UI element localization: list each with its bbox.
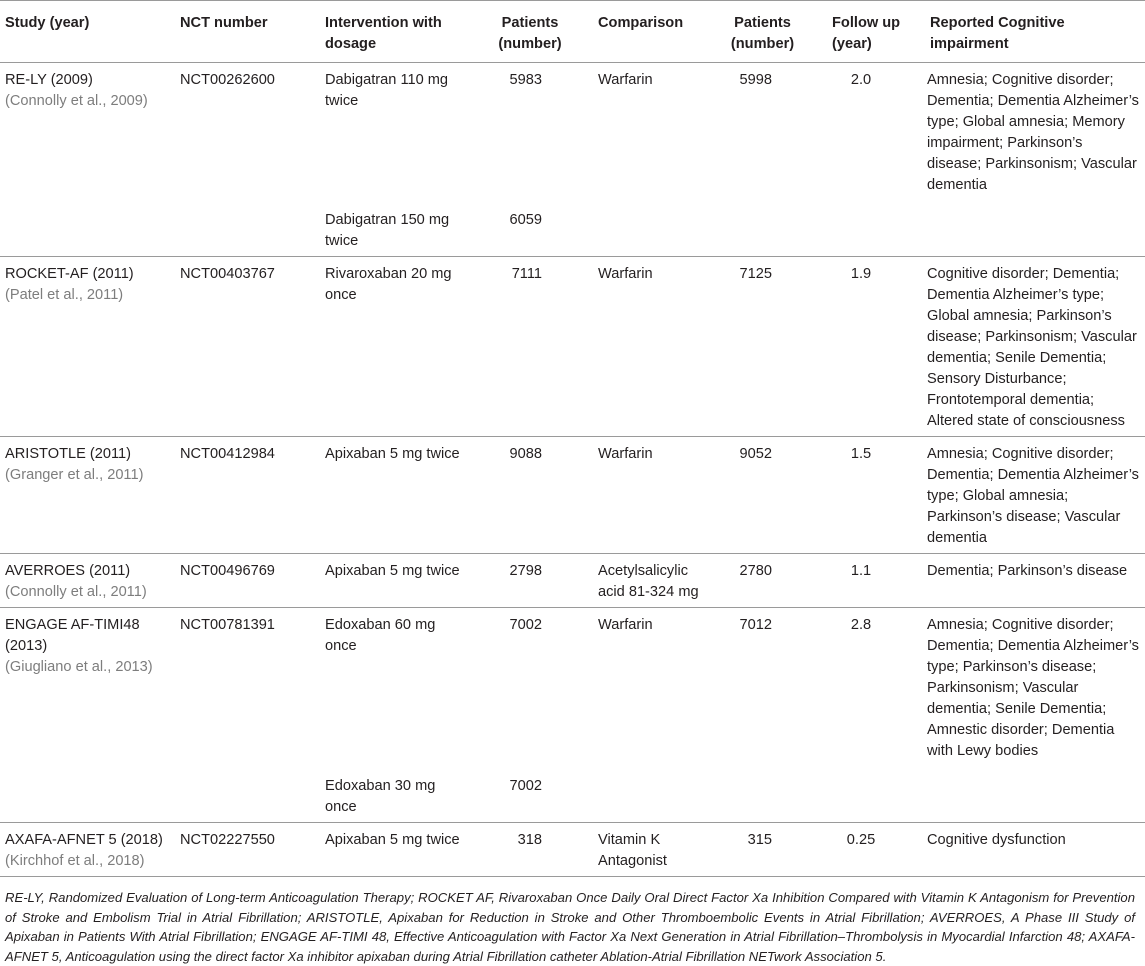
nct-number: NCT02227550 (175, 823, 320, 877)
study-name: ARISTOTLE (2011) (5, 446, 131, 462)
follow-up: 0.25 (820, 823, 925, 877)
intervention: Edoxaban 30 mg once (320, 766, 470, 823)
study-name: ENGAGE AF-TIMI48 (2013) (5, 617, 140, 654)
cognitive-impairment: Dementia; Parkinson’s disease (925, 554, 1145, 608)
patients-comparison: 5998 (739, 72, 772, 88)
patients-comparison: 7012 (739, 617, 772, 633)
study-name: AXAFA-AFNET 5 (2018) (5, 832, 163, 848)
intervention: Apixaban 5 mg twice (320, 554, 470, 608)
study-citation: (Patel et al., 2011) (5, 287, 124, 303)
intervention: Edoxaban 60 mg once (325, 617, 436, 654)
study-citation: (Connolly et al., 2009) (5, 93, 148, 109)
follow-up: 1.1 (820, 554, 925, 608)
table-row (0, 608, 1145, 767)
patients-comparison: 2780 (705, 554, 820, 608)
cognitive-impairment: Amnesia; Cognitive disorder; Dementia; Dementia Alzheimer’s type; Global amnesia; Parkinson’s disease; Vascular dementia (925, 437, 1145, 554)
nct-number: NCT00496769 (175, 554, 320, 608)
table-row (0, 63, 1145, 201)
study-citation: (Connolly et al., 2011) (5, 584, 147, 600)
cognitive-impairment: Amnesia; Cognitive disorder; Dementia; Dementia Alzheimer’s type; Parkinson’s disease; Parkinsonism; Vascular dementia; Senile Dementia; Amnestic disorder; Dementia with Lewy bodies (927, 617, 1139, 759)
intervention: Apixaban 5 mg twice (320, 823, 470, 877)
study-cell (0, 823, 175, 877)
table-row (0, 257, 1145, 437)
patients-intervention: 7002 (470, 766, 590, 823)
study-cell (0, 608, 175, 767)
follow-up: 2.8 (850, 617, 872, 633)
patients-intervention: 2798 (470, 554, 590, 608)
header-patients-comparison: Patients (number) (705, 1, 820, 63)
header-nct: NCT number (175, 1, 320, 63)
table-subrow (0, 200, 1145, 257)
study-citation: (Kirchhof et al., 2018) (5, 853, 145, 869)
patients-intervention: 7002 (509, 617, 542, 633)
comparison: Acetylsalicylic acid 81-324 mg (590, 554, 705, 608)
study-cell (0, 63, 175, 201)
nct-number: NCT00412984 (175, 437, 320, 554)
comparison: Warfarin (590, 437, 705, 554)
study-citation: (Granger et al., 2011) (5, 467, 144, 483)
patients-comparison: 315 (705, 823, 820, 877)
header-patients-intervention: Patients (number) (470, 1, 590, 63)
patients-intervention: 5983 (509, 72, 542, 88)
patients-comparison: 9052 (705, 437, 820, 554)
nct-number: NCT00781391 (180, 617, 275, 633)
study-name: AVERROES (2011) (5, 563, 131, 579)
study-cell (0, 437, 175, 554)
patients-comparison: 7125 (705, 257, 820, 437)
study-cell (0, 554, 175, 608)
header-comparison: Comparison (590, 1, 705, 63)
table-row (0, 437, 1145, 554)
comparison: Warfarin (598, 617, 653, 633)
intervention: Apixaban 5 mg twice (320, 437, 470, 554)
follow-up: 2.0 (850, 72, 872, 88)
patients-intervention: 318 (470, 823, 590, 877)
study-name: ROCKET-AF (2011) (5, 266, 134, 282)
study-name: RE-LY (2009) (5, 72, 93, 88)
intervention: Rivaroxaban 20 mg once (320, 257, 470, 437)
nct-number: NCT00403767 (175, 257, 320, 437)
header-intervention: Intervention with dosage (320, 1, 470, 63)
header-study: Study (year) (0, 1, 175, 63)
intervention: Dabigatran 110 mg twice (325, 72, 449, 109)
table-header-row (0, 1, 1145, 63)
follow-up: 1.9 (820, 257, 925, 437)
intervention: Dabigatran 150 mg twice (320, 200, 470, 257)
comparison: Vitamin K Antagonist (590, 823, 705, 877)
header-follow-up: Follow up (year) (820, 1, 925, 63)
follow-up: 1.5 (820, 437, 925, 554)
study-citation: (Giugliano et al., 2013) (5, 659, 153, 675)
table-row (0, 823, 1145, 877)
study-cell (0, 257, 175, 437)
header-cognitive-impairment: Reported Cognitive impairment (925, 1, 1145, 63)
comparison: Warfarin (598, 72, 653, 88)
cognitive-impairment: Cognitive disorder; Dementia; Dementia Alzheimer’s type; Global amnesia; Parkinson’s disease; Parkinsonism; Vascular dementia; Senile Dementia; Sensory Disturbance; Frontotemporal dementia; Altered state of consciousness (925, 257, 1145, 437)
cognitive-impairment: Amnesia; Cognitive disorder; Dementia; Dementia Alzheimer’s type; Global amnesia; Memory impairment; Parkinson’s disease; Parkinsonism; Vascular dementia (927, 72, 1139, 193)
table-subrow (0, 766, 1145, 823)
patients-intervention: 9088 (470, 437, 590, 554)
nct-number: NCT00262600 (180, 72, 275, 88)
table-row (0, 554, 1145, 608)
table-footnote: RE-LY, Randomized Evaluation of Long-term Anticoagulation Therapy; ROCKET AF, Rivaroxaban Once Daily Oral Direct Factor Xa Inhibition Compared with Vitamin K Antagonism for Prevention of Stroke and Embolism Trial in Atrial Fibrillation; ARISTOTLE, Apixaban for Reduction in Stroke and Other Thromboembolic Events in Atrial Fibrillation; AVERROES, A Phase III Study of Apixaban in Patients With Atrial Fibrillation; ENGAGE AF-TIMI 48, Effective Anticoagulation with Factor Xa Next Generation in Atrial Fibrillation–Thrombolysis in Myocardial Infarction 48; AXAFA-AFNET 5, Anticoagulation using the direct factor Xa inhibitor apixaban during Atrial Fibrillation catheter Ablation-Atrial Fibrillation NETwork Association 5. (5, 890, 1135, 964)
patients-intervention: 7111 (470, 257, 590, 437)
patients-intervention: 6059 (470, 200, 590, 257)
comparison: Warfarin (590, 257, 705, 437)
cognitive-impairment: Cognitive dysfunction (925, 823, 1145, 877)
